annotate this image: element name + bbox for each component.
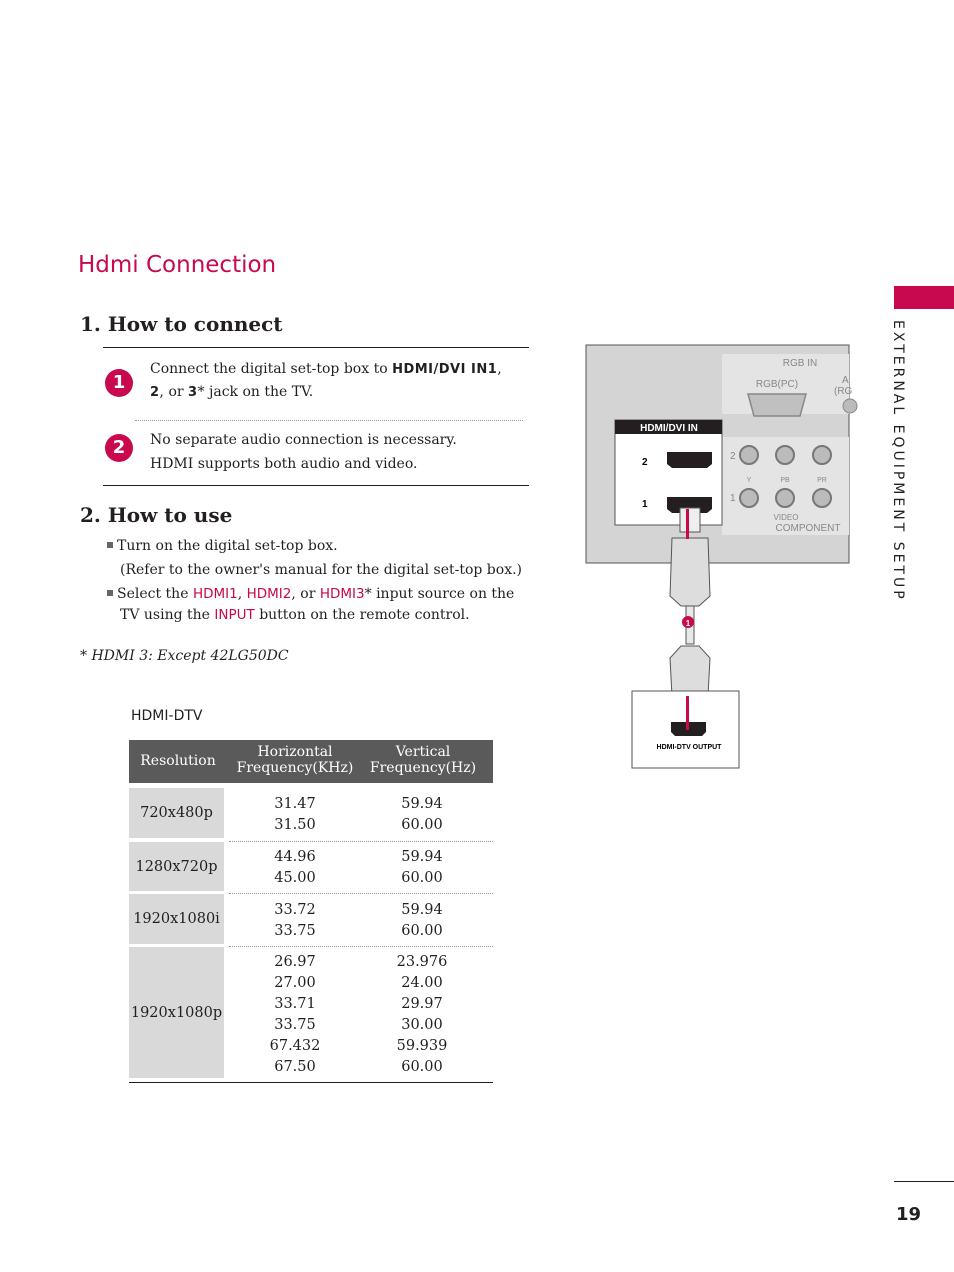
v-value: 30.00 (401, 1017, 443, 1033)
header-vertical (363, 744, 483, 776)
use-item-2-sep-2: , or (291, 586, 320, 602)
hdmi-port-2-label: 2 (642, 457, 648, 468)
h-value: 45.00 (274, 870, 316, 886)
use-item-2-line-2 (120, 604, 470, 626)
hdmi-dtv-output-label: HDMI-DTV OUTPUT (656, 744, 722, 751)
hdmi2-label: HDMI2 (246, 586, 292, 602)
h-value: 33.71 (274, 996, 316, 1012)
h-value: 33.75 (274, 923, 316, 939)
step-1-text (150, 358, 525, 404)
step-1-or: , or (159, 384, 189, 400)
table-bottom-border (129, 1082, 493, 1083)
connection-diagram (585, 344, 853, 774)
table-cell-vertical (362, 952, 482, 1078)
row-separator (229, 946, 493, 947)
input-label: INPUT (214, 607, 255, 623)
page-title: Hdmi Connection (78, 252, 277, 278)
table-cell-horizontal (235, 952, 355, 1078)
h-value: 67.50 (274, 1059, 316, 1075)
v-value: 59.94 (401, 902, 443, 918)
use-item-1 (107, 535, 338, 557)
rgb-pc-label: RGB(PC) (755, 379, 799, 390)
component-jack-icon (813, 446, 831, 464)
header-horizontal-l1: Horizontal (257, 744, 333, 760)
y-label: Y (746, 477, 752, 484)
hdmi-dvi-in-label: HDMI/DVI IN (640, 423, 698, 434)
v-value: 59.94 (401, 796, 443, 812)
v-value: 59.939 (396, 1038, 448, 1054)
section-heading-use: 2. How to use (80, 503, 233, 527)
vga-port-icon (748, 394, 806, 416)
header-vertical-l1: Vertical (395, 744, 451, 760)
row-separator (229, 841, 493, 842)
step-1-post: * jack on the TV. (197, 384, 314, 400)
use-item-2-sep-1: , (237, 586, 247, 602)
h-value: 33.72 (274, 902, 316, 918)
arrow-icon (686, 696, 689, 730)
table-cell-vertical (362, 794, 482, 836)
v-value: 60.00 (401, 870, 443, 886)
table-row-resolution: 720x480p (129, 788, 224, 838)
step-2-line-2: HDMI supports both audio and video. (150, 456, 418, 472)
h-value: 31.47 (274, 796, 316, 812)
audio-port-icon (843, 399, 857, 413)
rgb-in-label: RGB IN (782, 358, 818, 369)
pb-label: PB (780, 477, 790, 484)
audio-label-2: (RG (834, 386, 853, 397)
cable-badge: 1 (685, 619, 691, 628)
component-row-1-label: 1 (730, 493, 736, 504)
page-number: 19 (896, 1204, 922, 1225)
step-1-comma: , (497, 361, 502, 377)
section-heading-connect: 1. How to connect (80, 312, 283, 336)
video-label: VIDEO (773, 513, 799, 522)
v-value: 24.00 (401, 975, 443, 991)
v-value: 60.00 (401, 817, 443, 833)
use-item-1-line-2: (Refer to the owner's manual for the digital set-top box.) (120, 562, 523, 578)
table-row-resolution: 1920x1080i (129, 894, 224, 944)
hdmi-port-1-label: 1 (642, 499, 648, 510)
bullet-icon (107, 542, 113, 548)
step-badge-2: 2 (105, 434, 133, 462)
bullet-icon (107, 590, 113, 596)
table-cell-vertical (362, 900, 482, 942)
hdmi-port-2-icon (667, 452, 712, 468)
cable-plug-top-icon (680, 508, 700, 532)
cable-connector-top-icon (670, 538, 710, 606)
component-jack-icon (740, 446, 758, 464)
component-label: COMPONENT (775, 523, 841, 534)
use-item-2-line-2-post: button on the remote control. (254, 607, 470, 623)
table-cell-horizontal (235, 900, 355, 942)
step-1-text-pre: Connect the digital set-top box to (150, 361, 393, 377)
component-jack-icon (776, 446, 794, 464)
component-row-2-label: 2 (730, 451, 736, 462)
divider (103, 347, 529, 348)
step-badge-1: 1 (105, 369, 133, 397)
table-cell-horizontal (235, 847, 355, 889)
page-number-rule (894, 1181, 954, 1182)
row-separator (229, 893, 493, 894)
header-horizontal-l2: Frequency(KHz) (236, 760, 354, 776)
h-value: 27.00 (274, 975, 316, 991)
component-jack-icon (813, 489, 831, 507)
step-2-text (150, 428, 525, 476)
step-1-jack-3: 3 (188, 385, 198, 400)
use-item-2-pre: Select the (117, 586, 193, 602)
table-row-resolution: 1280x720p (129, 842, 224, 891)
v-value: 60.00 (401, 923, 443, 939)
pr-label: PR (817, 477, 827, 484)
cable-connector-bottom-icon (670, 646, 710, 696)
use-item-2-line-2-pre: TV using the (120, 607, 215, 623)
header-horizontal (231, 744, 359, 776)
audio-label: A (842, 375, 849, 386)
footnote: * HDMI 3: Except 42LG50DC (80, 648, 289, 664)
h-value: 31.50 (274, 817, 316, 833)
arrow-icon (686, 509, 689, 539)
use-item-2 (107, 583, 527, 605)
h-value: 26.97 (274, 954, 316, 970)
step-1-jack-2: 2 (150, 385, 160, 400)
table-label: HDMI-DTV (131, 708, 203, 724)
side-section-label: EXTERNAL EQUIPMENT SETUP (890, 320, 906, 602)
table-row-resolution: 1920x1080p (129, 947, 224, 1078)
table-cell-vertical (362, 847, 482, 889)
component-jack-icon (776, 489, 794, 507)
h-value: 67.432 (269, 1038, 321, 1054)
h-value: 33.75 (274, 1017, 316, 1033)
header-vertical-l2: Frequency(Hz) (369, 760, 477, 776)
step-2-line-1: No separate audio connection is necessary. (150, 432, 457, 448)
v-value: 60.00 (401, 1059, 443, 1075)
component-jack-icon (740, 489, 758, 507)
use-item-2-post: * input source on the (364, 586, 515, 602)
header-resolution: Resolution (140, 753, 216, 769)
divider (103, 485, 529, 486)
dotted-divider (135, 420, 523, 421)
step-1-jack: HDMI/DVI IN1 (392, 362, 498, 377)
table-cell-horizontal (235, 794, 355, 836)
hdmi3-label: HDMI3 (319, 586, 365, 602)
v-value: 59.94 (401, 849, 443, 865)
use-item-1-line-1: Turn on the digital set-top box. (117, 538, 338, 554)
table-header (129, 740, 493, 783)
section-tab (894, 286, 954, 309)
hdmi1-label: HDMI1 (192, 586, 238, 602)
v-value: 23.976 (396, 954, 448, 970)
v-value: 29.97 (401, 996, 443, 1012)
h-value: 44.96 (274, 849, 316, 865)
